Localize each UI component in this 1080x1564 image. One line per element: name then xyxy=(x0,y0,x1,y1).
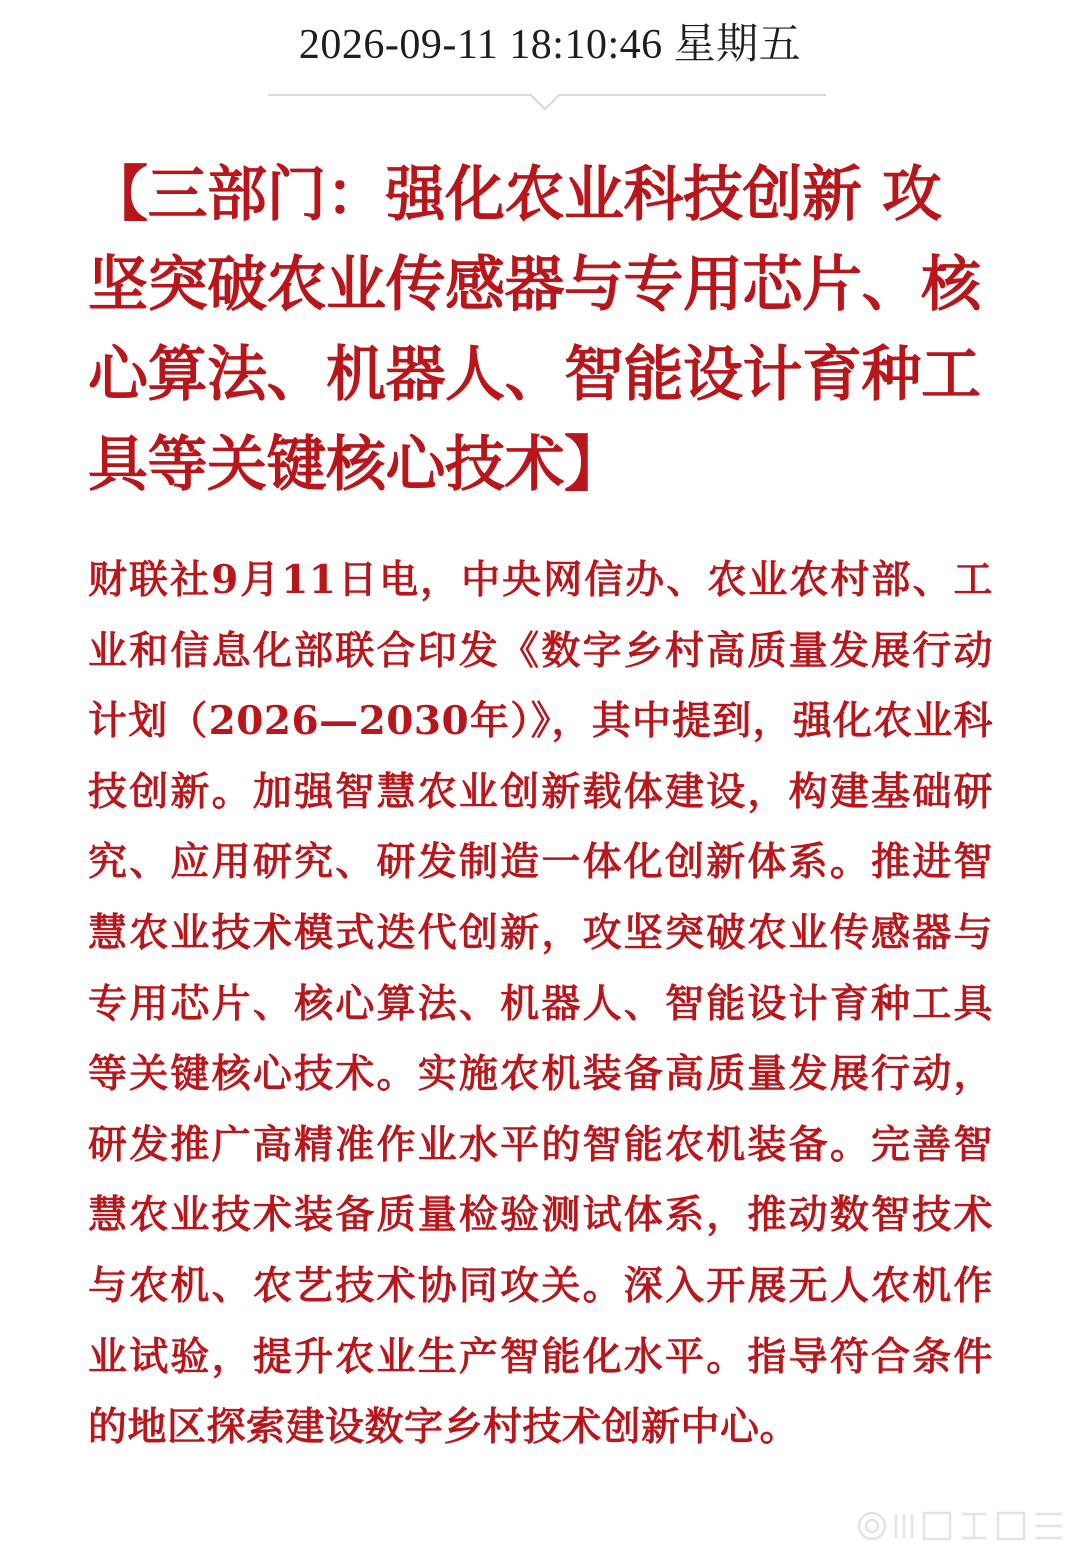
timestamp: 2026-09-11 18:10:46 星期五 xyxy=(298,22,802,68)
watermark-logo xyxy=(852,1498,1072,1554)
article-headline: 【三部门：强化农业科技创新 攻坚突破农业传感器与专用芯片、核心算法、机器人、智能设计育种工具等关键核心技术】 xyxy=(88,160,981,500)
article-body: 财联社9月11日电，中央网信办、农业农村部、工业和信息化部联合印发《数字乡村高质量发展行动计划（2026—2030年）》，其中提到，强化农业科技创新。加强智慧农业创新载体建设，构建基础研究、应用研究、研发制造一体化创新体系。推进智慧农业技术模式迭代创新，攻坚突破农业传感器与专用芯片、核心算法、机器人、智能设计育种工具等关键核心技术。实施农机装备高质量发展行动，研发推广高精准作业水平的智能农机装备。完善智慧农业技术装备质量检验测试体系，推动数智技术与农机、农艺技术协同攻关。深入开展无人农机作业试验，提升农业生产智能化水平。指导符合条件的地区探索建设数字乡村技术创新中心。 xyxy=(88,557,993,1451)
divider-pointer xyxy=(529,79,560,110)
